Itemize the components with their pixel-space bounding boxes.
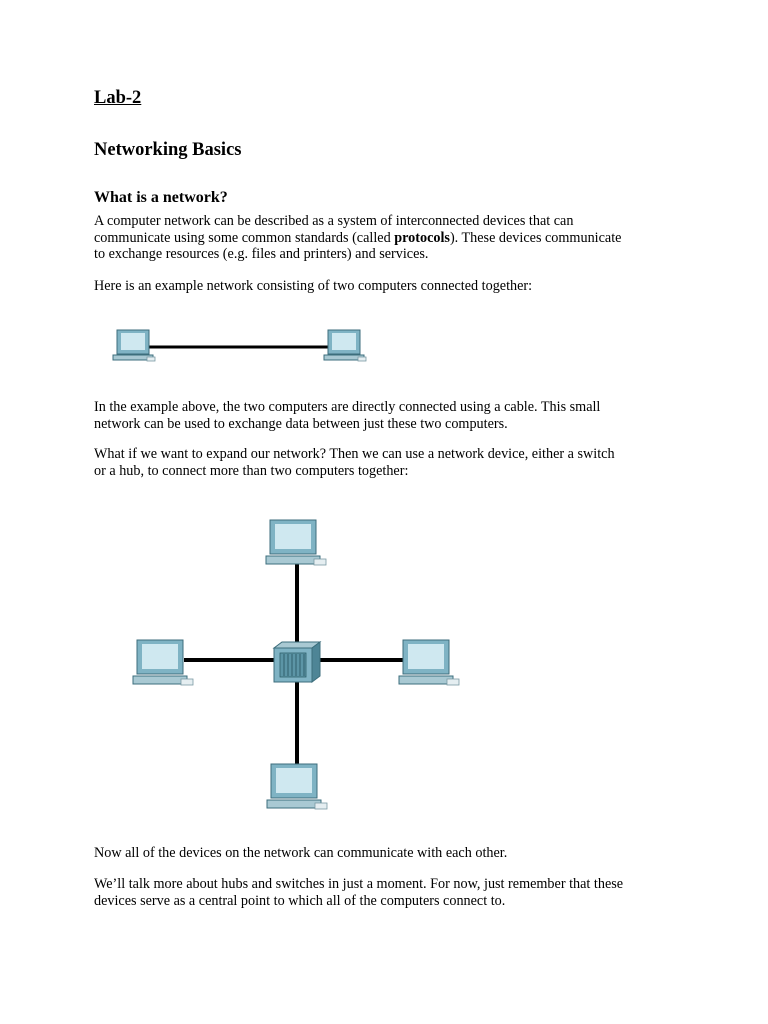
direct-connection-paragraph — [94, 399, 694, 432]
computer-icon — [324, 330, 366, 361]
intro-line-1: A computer network can be described as a system of interconnected devices that can — [94, 213, 574, 229]
direct-line-2: network can be used to exchange data between just these two computers. — [94, 415, 508, 432]
intro-paragraph — [94, 213, 694, 263]
communicate-paragraph: Now all of the devices on the network can communicate with each other. — [94, 845, 508, 861]
direct-line-1: In the example above, the two computers are directly connected using a cable. This small — [94, 399, 601, 415]
protocols-term: protocols — [394, 229, 450, 246]
central-point-paragraph — [94, 876, 694, 909]
intro-line-2-before: communicate using some common standards (called — [94, 229, 395, 246]
section-title: Networking Basics — [94, 140, 242, 160]
subsection-title: What is a network? — [94, 189, 228, 206]
computer-icon — [267, 764, 327, 809]
central-line-2: devices serve as a central point to which all of the computers connect to. — [94, 892, 506, 909]
expand-paragraph — [94, 446, 694, 479]
example-intro: Here is an example network consisting of two computers connected together: — [94, 278, 533, 294]
switch-icon — [274, 642, 320, 682]
intro-line-3: to exchange resources (e.g. files and printers) and services. — [94, 246, 429, 262]
expand-line-2: or a hub, to connect more than two computers together: — [94, 462, 409, 479]
central-line-1: We’ll talk more about hubs and switches in just a moment. For now, just remember that these — [94, 876, 624, 892]
lab-title: Lab-2 — [94, 88, 142, 108]
computer-icon — [113, 330, 155, 361]
computer-icon — [266, 520, 326, 565]
computer-icon — [133, 640, 193, 685]
expand-line-1: What if we want to expand our network? Then we can use a network device, either a switch — [94, 446, 615, 462]
intro-line-2-after: ). These devices communicate — [449, 229, 622, 246]
intro-line-2 — [94, 230, 694, 247]
computer-icon — [399, 640, 459, 685]
